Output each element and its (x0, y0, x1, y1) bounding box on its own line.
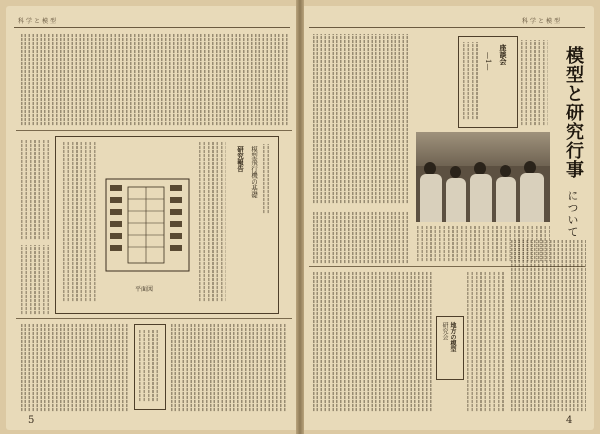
boxed-text-right (262, 144, 272, 214)
sidebar-label-2: 研究会 (441, 322, 448, 340)
left-top-text (20, 34, 288, 126)
right-header-rule (309, 27, 585, 28)
left-bottom-text-1 (20, 324, 130, 412)
headline-main: 模型と研究行事 (563, 46, 584, 179)
meeting-photo (416, 132, 550, 222)
left-header-rule (14, 27, 290, 28)
left-sidebar-text (138, 330, 160, 402)
sidebar-label-1: 地方の模型 (449, 322, 456, 352)
right-bottom-text-1 (312, 272, 432, 412)
boxed-article-label: 研究報告 (236, 146, 244, 172)
left-running-head: 科学と模型 (18, 18, 59, 25)
right-bottom-text-3 (510, 240, 586, 412)
gutter (296, 0, 304, 434)
left-bottom-text-2 (170, 324, 288, 412)
boxed-article-title: 模型飛行機の基礎 (250, 146, 258, 198)
headline-sub: について (566, 190, 579, 238)
right-left-mid-text (312, 212, 410, 264)
series-text (462, 42, 478, 120)
plan-diagram (100, 175, 195, 280)
left-divider-2 (16, 318, 292, 319)
right-bottom-text-2 (466, 272, 504, 412)
boxed-text-left (62, 142, 96, 302)
series-number: —1— (484, 52, 492, 71)
right-running-head: 科学と模型 (522, 18, 563, 25)
left-side-text-2 (20, 245, 50, 315)
right-page-number: 4 (566, 415, 573, 426)
right-top-text-2 (520, 40, 548, 126)
left-divider-1 (16, 130, 292, 131)
series-label: 座談会 (499, 44, 508, 65)
plan-label: 平面図 (135, 286, 154, 293)
boxed-text-mid (198, 142, 226, 302)
right-top-text-1 (312, 34, 410, 204)
left-page-number: 5 (28, 415, 35, 426)
left-side-text (20, 140, 50, 240)
